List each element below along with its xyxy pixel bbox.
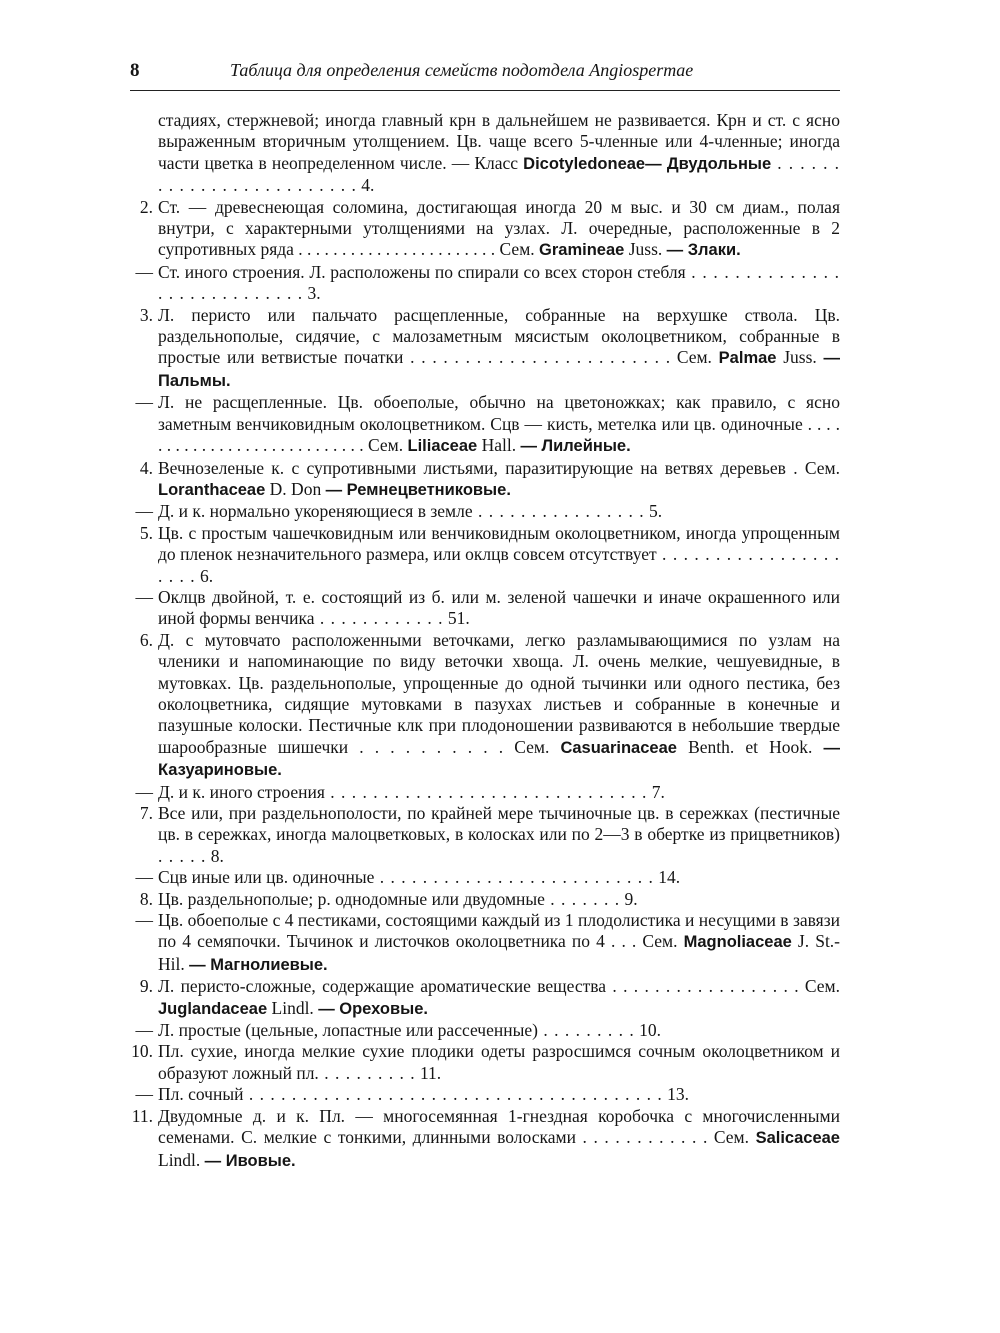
family-russian-name: — Двудольные <box>645 154 772 173</box>
entry-description: Пл. сухие, иногда мелкие сухие плодики одеты разросшимся сочным околоцветником и образуют ложный пл. <box>158 1041 840 1083</box>
entry-text <box>158 458 840 502</box>
entry-text <box>158 110 840 197</box>
entry-reference: 10. <box>634 1020 661 1041</box>
entry-description: Пл. сочный <box>158 1084 244 1105</box>
entry-text <box>158 889 840 910</box>
entry-text <box>158 501 840 522</box>
family-author: Lindl. <box>267 997 319 1018</box>
family-russian-name: — Казуариновые. <box>158 738 841 780</box>
entry-text <box>158 782 840 803</box>
entry-number: 10. <box>131 1041 153 1062</box>
dot-leader: . . . . . . . . . . . . . . . . <box>472 501 645 522</box>
entry-text <box>158 630 840 782</box>
entry-number: — <box>135 261 153 282</box>
entry-reference: 13. <box>662 1084 689 1105</box>
entry-description: Цв. с простым чашечковидным или венчиковидным околоцветником, иногда упрощенным до пленок незначительного размера, или оклцв совсем отсутствует <box>158 522 840 565</box>
entry-description: Вечнозеленые к. с супротивными листьями, паразитирующие на ветвях деревьев . Сем. <box>158 457 840 478</box>
entry-number: — <box>135 1084 153 1105</box>
family-latin-name: Liliaceae <box>407 437 478 456</box>
entry-number: — <box>135 392 153 413</box>
family-author: J. St.-Hil. <box>158 931 841 974</box>
entry-description: Цв. обоеполые с 4 пестиками, состоящими каждый из 1 плодолистика и несущими в завязи по 4 семяпочки. Тычинок и листочков околоцветника по 4 . . . Сем. <box>158 910 840 952</box>
key-entry <box>125 1106 840 1172</box>
entry-description: Д. и к. нормально укореняющиеся в земле <box>158 501 473 522</box>
entry-description: Сцв иные или цв. одиночные <box>158 867 375 888</box>
key-entry <box>125 262 840 305</box>
family-author: Benth. et Hook. <box>676 736 824 757</box>
entry-text <box>158 305 840 393</box>
family-russian-name: — Ремнецветниковые. <box>325 480 511 499</box>
entry-reference: 51. <box>443 608 470 629</box>
family-russian-name: — Ивовые. <box>204 1151 296 1170</box>
dot-leader: . . . . . . . . . <box>318 1062 416 1083</box>
key-entry <box>125 1041 840 1084</box>
entry-text <box>158 523 840 587</box>
family-russian-name: — Ореховые. <box>318 999 428 1018</box>
family-latin-name: Palmae <box>718 349 777 368</box>
key-entry <box>125 197 840 262</box>
entry-text <box>158 910 840 976</box>
family-author: Lindl. <box>158 1149 205 1170</box>
entry-text <box>158 1041 840 1084</box>
entry-text <box>158 1084 840 1105</box>
entry-number: 3. <box>139 304 153 325</box>
family-latin-name: Gramineae <box>539 241 625 260</box>
family-author: Hall. <box>477 435 521 456</box>
dot-leader: . . . . . <box>158 845 207 866</box>
key-entries <box>125 110 840 1172</box>
entry-number <box>125 110 158 197</box>
dot-leader: . . . . . . . . . . . . . . . . . . . . . . . . . . . . <box>158 261 841 304</box>
family-author: Juss. <box>776 347 824 368</box>
entry-text <box>158 976 840 1020</box>
entry-number: — <box>135 1020 153 1041</box>
key-entry <box>125 803 840 867</box>
entry-number: 2. <box>139 196 153 217</box>
key-entry <box>125 587 840 630</box>
entry-number: 8. <box>139 888 153 909</box>
entry-number: 6. <box>139 629 153 650</box>
key-entry <box>125 1020 840 1041</box>
entry-description: Д. и к. иного строения <box>158 781 325 802</box>
family-author: D. Don <box>265 478 326 499</box>
key-entry <box>125 392 840 457</box>
entry-description: Ст. — древеснеющая соломина, достигающая иногда 20 м выс. и 30 см диам., полая внутри, с характерными утолщениями на узлах. Л. очередные, расположенные в 2 супротивных ряда . . . . . . . . . . . . . . . . . . . . . . . Сем. <box>158 196 840 260</box>
entry-number: — <box>135 910 153 931</box>
entry-reference: 8. <box>206 845 224 866</box>
entry-text <box>158 1106 840 1172</box>
entry-description: Л. простые (цельные, лопастные или рассеченные) <box>158 1020 538 1041</box>
entry-text <box>158 392 840 457</box>
key-entry <box>125 501 840 522</box>
key-entry <box>125 910 840 976</box>
entry-reference: 3. <box>303 283 321 304</box>
dot-leader: . . . . . . . . . . . . . . . . . . . . . . . . . . <box>374 867 654 888</box>
key-entry <box>125 110 840 197</box>
entry-number: — <box>135 781 153 802</box>
entry-text <box>158 1020 840 1041</box>
entry-text <box>158 262 840 305</box>
family-russian-name: — Лилейные. <box>520 437 631 456</box>
entry-description: Л. не расщепленные. Цв. обоеполые, обычно на цветоножках; как правило, с ясно заметным венчиковидным околоцветником. Сцв — кисть, метелка или цв. одиночные . . . . . . . . . . . . . . . . . . . . . . . . . . . . Сем. <box>158 392 840 456</box>
family-latin-name: Casuarinaceae <box>560 738 677 757</box>
entry-number: 11. <box>131 1105 153 1126</box>
entry-reference: 9. <box>620 888 638 909</box>
family-russian-name: — Магнолиевые. <box>189 955 328 974</box>
dot-leader: . . . . . . . . . . . . . . . . . . . . . . . . . . . . . . <box>324 781 648 802</box>
running-title: Таблица для определения семейств подотдела Angiospermae <box>230 60 694 80</box>
page-header <box>130 56 840 91</box>
entry-reference: 11. <box>415 1062 442 1083</box>
entry-description: Д. с мутовчато расположенными веточками, легко разламывающимися по узлам на членики и напоминающие по виду веточки хвоща. Л. очень мелкие, чешуевидные, в мутовках. Цв. раздельнополые, упрощенные до одной тычинки или одного пестика, без околоцветника, сидящие мутовками в пазухах листьев и собранные в конечные и пазушные колоски. Пестичные клк при плодоношении развиваются в небольшие твердые шарообразные шишечки . . . . . . . . . . Сем. <box>158 629 840 757</box>
key-entry <box>125 305 840 393</box>
family-russian-name: — Пальмы. <box>158 349 841 390</box>
entry-number: 5. <box>139 522 153 543</box>
dot-leader: . . . . . . . . . . . . . . . . . . . . . <box>158 544 840 586</box>
entry-text <box>158 197 840 262</box>
family-russian-name: — Злаки. <box>666 241 741 260</box>
entry-number: 9. <box>139 976 153 997</box>
key-entry <box>125 1084 840 1105</box>
family-latin-name: Magnoliaceae <box>683 933 792 952</box>
entry-text <box>158 803 840 867</box>
entry-description: Все или, при раздельнополости, по крайней мере тычиночные цв. в сережках (пестичные цв. в сережках, иногда малоцветковых, в колосках или по 2—3 в обертке из прицветников) <box>158 803 840 845</box>
entry-description: Л. перисто-сложные, содержащие ароматические вещества . . . . . . . . . . . . . . . . . . Сем. <box>158 976 840 997</box>
family-latin-name: Dicotyledoneae <box>523 154 646 173</box>
family-latin-name: Juglandaceae <box>158 999 268 1018</box>
entry-reference: 14. <box>653 867 681 888</box>
dot-leader: . . . . . . . . . . . . . . . . . . . . . . . . . . . . . . . . . . . . . . . <box>243 1084 663 1105</box>
entry-reference: 6. <box>195 565 214 586</box>
entry-number: — <box>135 867 153 888</box>
entry-number: 7. <box>139 803 153 823</box>
dot-leader: . . . . . . . . . . . . . . . . . . . . . . . . . <box>158 152 840 196</box>
dot-leader: . . . . . . . <box>544 888 621 909</box>
key-entry <box>125 889 840 910</box>
entry-description: Оклцв двойной, т. е. состоящий из б. или м. зеленой чашечки и иначе окрашенного или иной формы венчика <box>158 586 840 629</box>
entry-number: — <box>135 501 153 522</box>
key-entry <box>125 976 840 1020</box>
entry-description: стадиях, стержневой; иногда главный крн в дальнейшем не развивается. Крн и ст. с ясно выраженным вторичным утолщением. Цв. чаще всего 5-членные или 4-членные; иногда части цветка в неопределенном числе. — Класс <box>158 110 840 173</box>
dot-leader: . . . . . . . . . <box>537 1020 635 1041</box>
entry-description: Цв. раздельнополые; р. однодомные или двудомные <box>158 888 545 909</box>
dot-leader: . . . . . . . . . . . . <box>314 608 444 629</box>
entry-number: — <box>135 586 153 607</box>
entry-number: 4. <box>139 457 153 478</box>
key-entry <box>125 630 840 782</box>
family-author: Juss. <box>624 239 667 260</box>
entry-reference: 4. <box>356 175 375 196</box>
entry-description: Л. перисто или пальчато расщепленные, собранные на верхушке ствола. Цв. раздельнополые, сидячие, с малозаметным мясистым околоцветником, собранные в простые или ветвистые початки . . . . . . . . . . . . . . . . . . . . . . . . Сем. <box>158 304 840 368</box>
entry-description: Ст. иного строения. Л. расположены по спирали со всех сторон стебля <box>158 261 686 282</box>
family-latin-name: Salicaceae <box>755 1129 840 1148</box>
page-number: 8 <box>130 60 140 81</box>
key-entry <box>125 782 840 803</box>
key-entry <box>125 458 840 502</box>
entry-text <box>158 587 840 630</box>
key-entry <box>125 523 840 587</box>
entry-text <box>158 867 840 888</box>
entry-reference: 7. <box>647 781 665 802</box>
entry-description: Двудомные д. и к. Пл. — многосемянная 1-гнездная коробочка с многочисленными семенами. С. мелкие с тонкими, длинными волосками . . . . . . . . . . . . Сем. <box>158 1105 840 1148</box>
entry-reference: 5. <box>644 501 663 522</box>
key-entry <box>125 867 840 888</box>
family-latin-name: Loranthaceae <box>158 480 266 499</box>
